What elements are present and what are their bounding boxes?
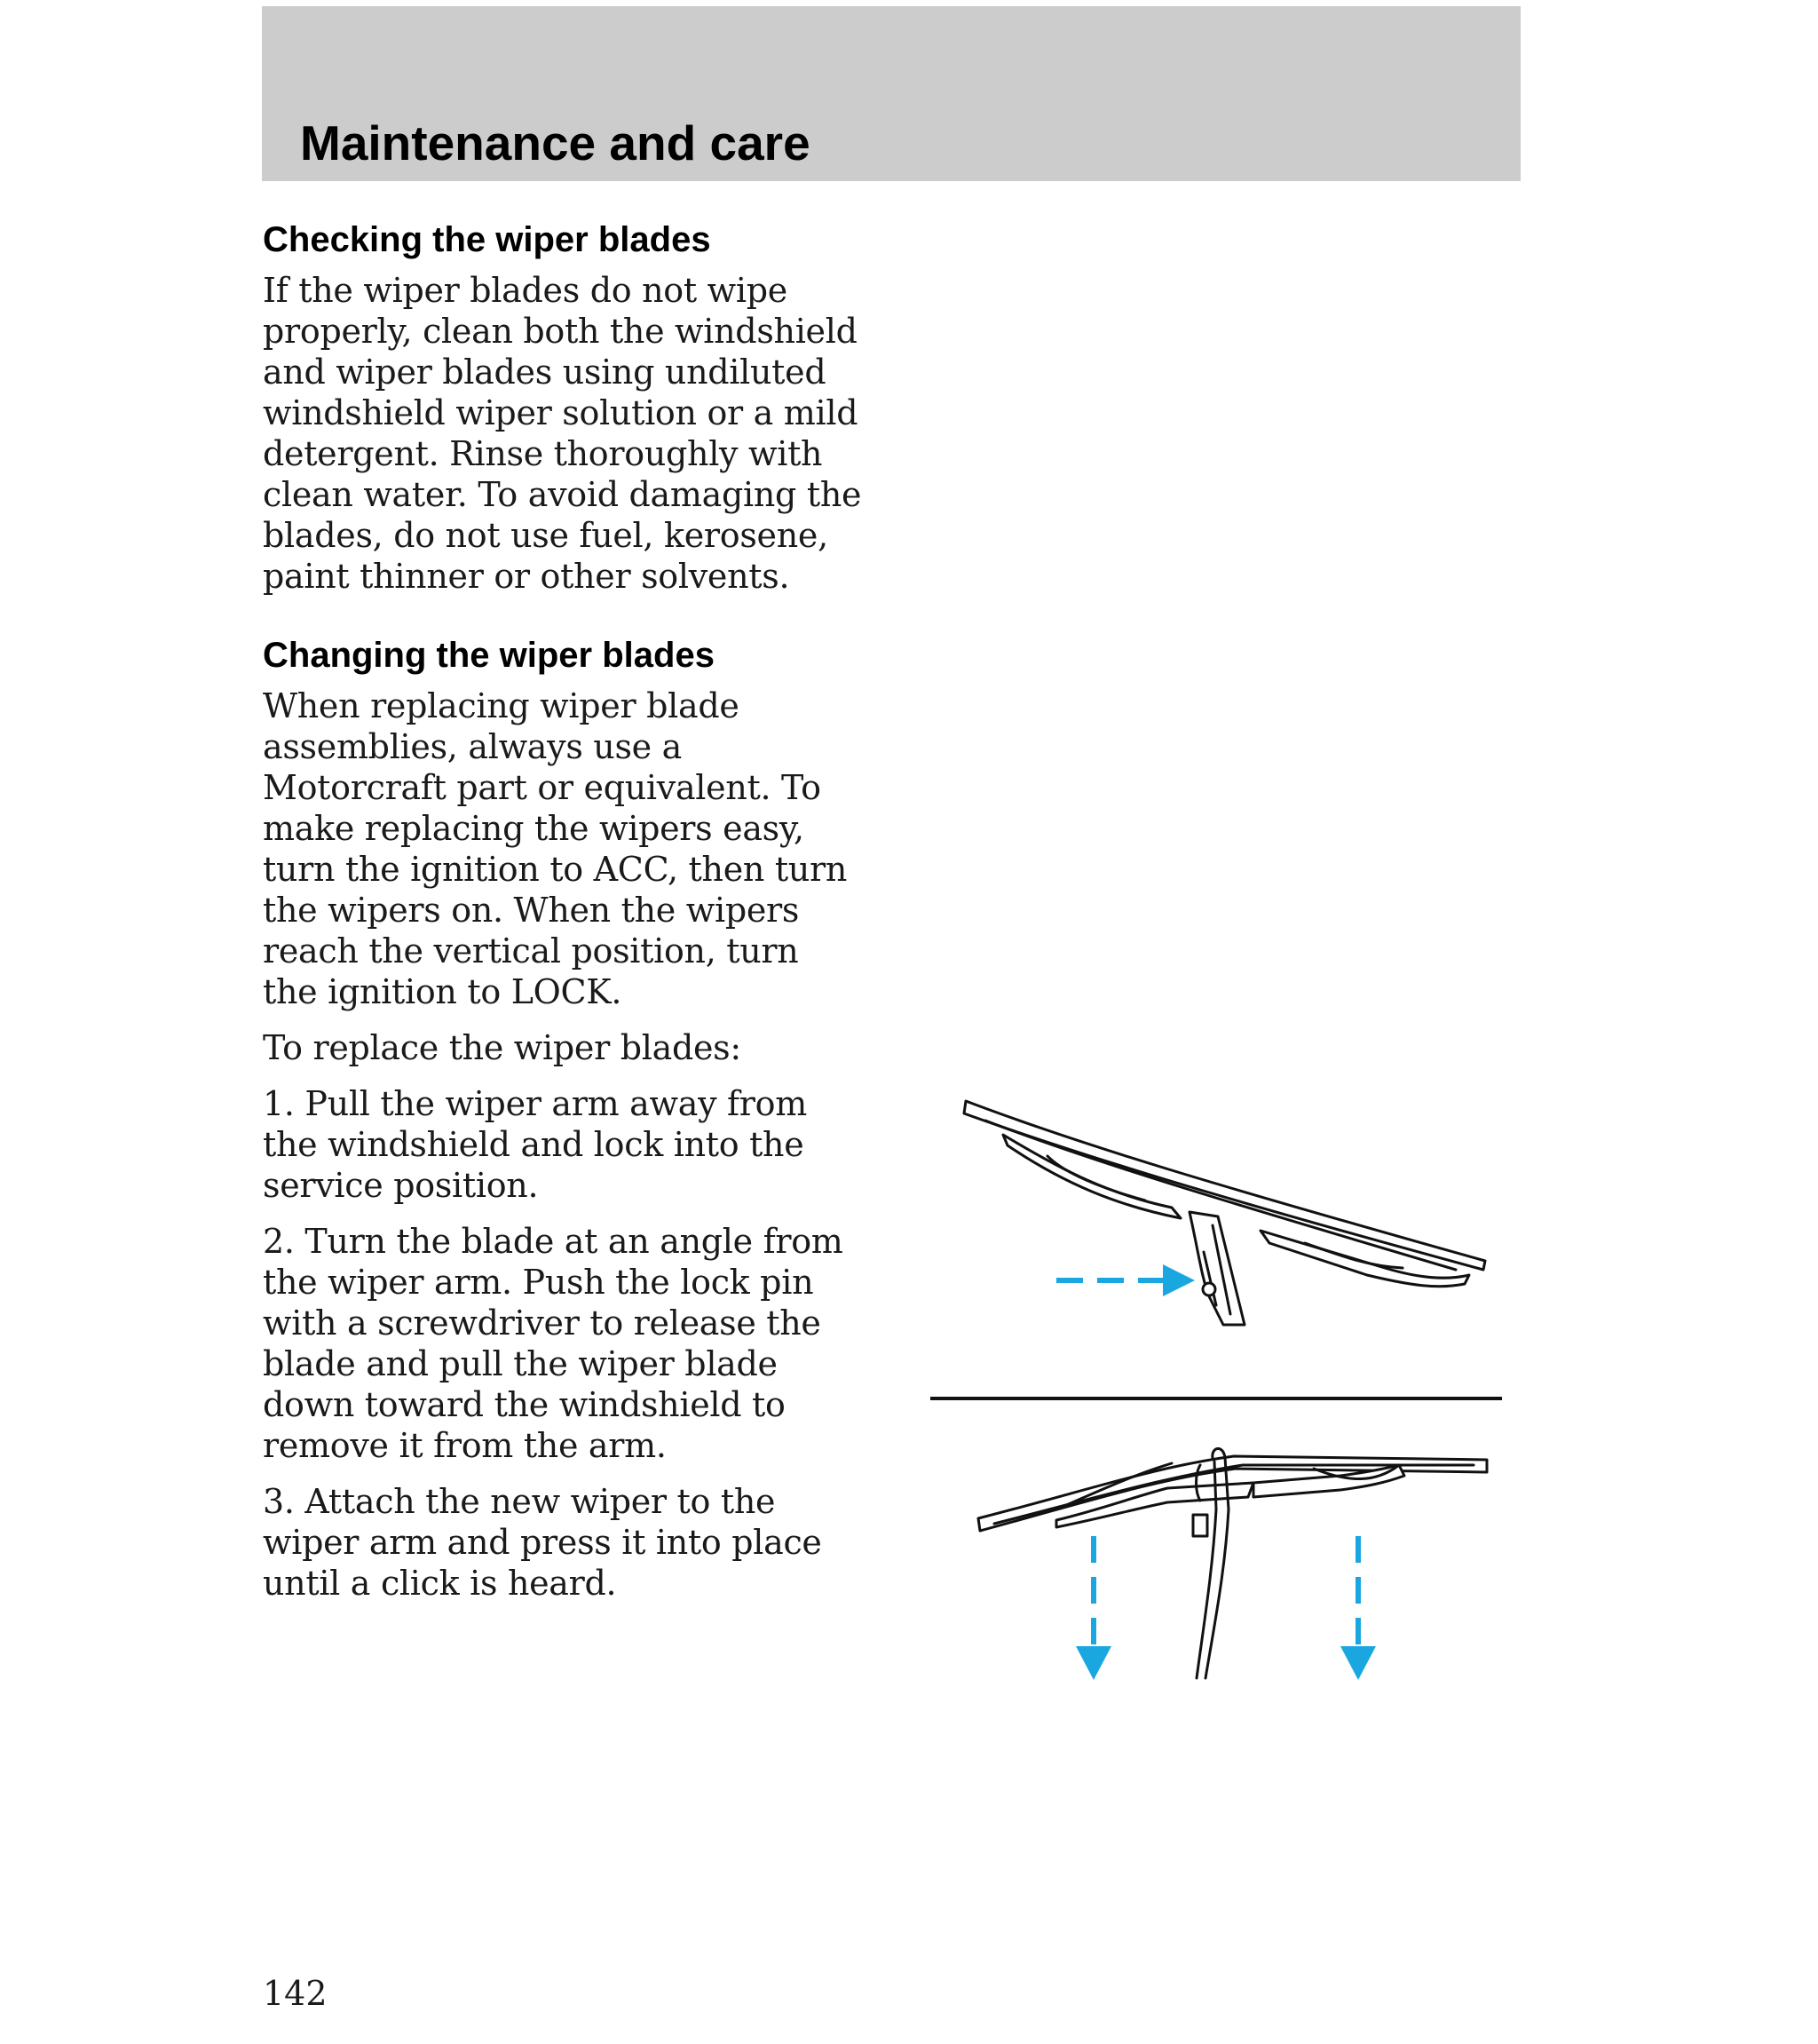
checking-heading: Checking the wiper blades bbox=[263, 220, 711, 259]
changing-intro-paragraph bbox=[263, 685, 902, 1012]
text-column bbox=[263, 213, 902, 1604]
text-line: the wipers on. When the wipers bbox=[263, 891, 800, 930]
text-line: remove it from the arm. bbox=[263, 1426, 667, 1465]
checking-paragraph bbox=[263, 270, 902, 597]
text-line: until a click is heard. bbox=[263, 1564, 617, 1603]
section-title: Maintenance and care bbox=[300, 115, 810, 170]
text-line: down toward the windshield to bbox=[263, 1385, 786, 1424]
text-line: blades, do not use fuel, kerosene, bbox=[263, 516, 828, 555]
text-line: the windshield and lock into the bbox=[263, 1125, 804, 1164]
text-line: When replacing wiper blade bbox=[263, 686, 739, 725]
text-line: If the wiper blades do not wipe bbox=[263, 271, 787, 310]
wiper-blade-bottom-figure bbox=[978, 1448, 1487, 1678]
bottom-lock-clip bbox=[1193, 1515, 1207, 1536]
text-line: detergent. Rinse thoroughly with bbox=[263, 434, 823, 473]
wiper-blade-illustration bbox=[923, 1092, 1509, 1696]
text-line: wiper arm and press it into place bbox=[263, 1523, 822, 1562]
text-line: with a screwdriver to release the bbox=[263, 1303, 821, 1343]
text-line: properly, clean both the windshield bbox=[263, 312, 858, 351]
lead-in-paragraph bbox=[263, 1027, 902, 1068]
text-line: blade and pull the wiper blade bbox=[263, 1344, 778, 1383]
text-line: and wiper blades using undiluted bbox=[263, 353, 826, 392]
step-2-paragraph bbox=[263, 1221, 902, 1466]
text-line: turn the ignition to ACC, then turn bbox=[263, 850, 848, 889]
top-lock-pin bbox=[1203, 1283, 1215, 1295]
pull-down-arrow-right bbox=[1340, 1536, 1376, 1680]
text-line: the ignition to LOCK. bbox=[263, 972, 622, 1011]
text-line: Motorcraft part or equivalent. To bbox=[263, 768, 821, 807]
step-1-paragraph bbox=[263, 1083, 902, 1206]
text-line: To replace the wiper blades: bbox=[263, 1028, 741, 1067]
wiper-blade-top-figure bbox=[964, 1101, 1485, 1325]
step-3-paragraph bbox=[263, 1481, 902, 1604]
text-line: assemblies, always use a bbox=[263, 727, 682, 766]
text-line: make replacing the wipers easy, bbox=[263, 809, 804, 848]
text-line: 3. Attach the new wiper to the bbox=[263, 1482, 776, 1521]
changing-heading: Changing the wiper blades bbox=[263, 636, 715, 675]
text-line: clean water. To avoid damaging the bbox=[263, 475, 862, 514]
bottom-wiper-arm bbox=[1197, 1448, 1229, 1678]
text-line: paint thinner or other solvents. bbox=[263, 557, 790, 596]
push-arrow-horizontal bbox=[1056, 1264, 1195, 1296]
text-line: the wiper arm. Push the lock pin bbox=[263, 1263, 814, 1302]
text-line: service position. bbox=[263, 1166, 539, 1205]
text-line: 2. Turn the blade at an angle from bbox=[263, 1222, 843, 1261]
text-line: 1. Pull the wiper arm away from bbox=[263, 1084, 807, 1123]
page-number: 142 bbox=[263, 1974, 328, 2013]
text-line: windshield wiper solution or a mild bbox=[263, 393, 858, 432]
top-arm-pivot bbox=[1190, 1212, 1245, 1325]
pull-down-arrow-left bbox=[1076, 1536, 1111, 1680]
text-line: reach the vertical position, turn bbox=[263, 931, 799, 971]
